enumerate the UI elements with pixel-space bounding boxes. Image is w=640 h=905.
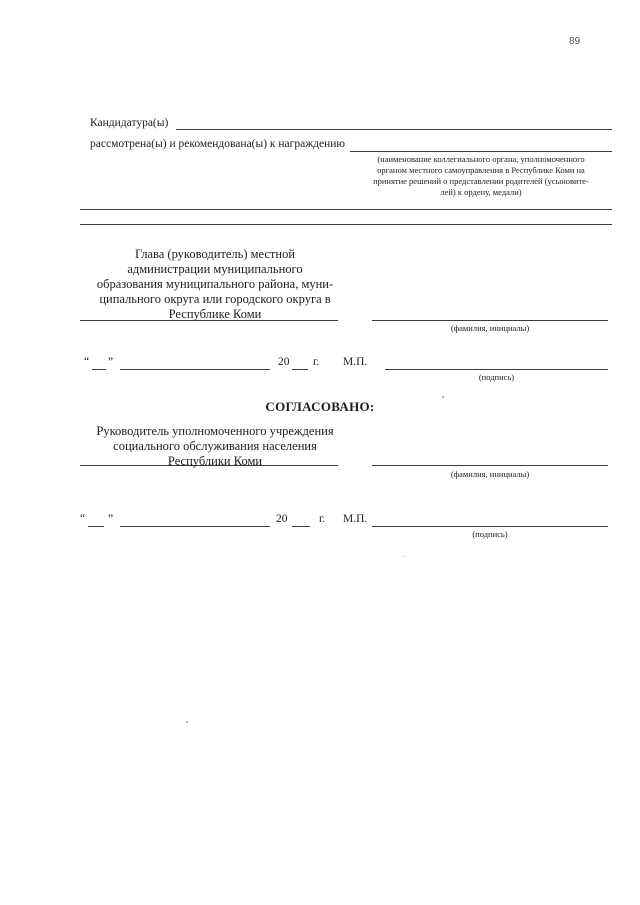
head-name-line (372, 320, 608, 321)
agency-name-caption: (фамилия, инициалы) (450, 469, 530, 479)
head-title-line-4: ципального округа или городского округа в (99, 292, 331, 306)
body-caption-line-1: (наименование коллегиального органа, уполномоченного (377, 154, 585, 164)
agency-title-line-3: Республики Коми (167, 454, 263, 468)
approved-title: СОГЛАСОВАНО: (265, 399, 375, 414)
date2-quote-close: ” (108, 513, 114, 525)
date2-signature-line (372, 526, 608, 527)
date1-day-line (92, 369, 106, 370)
candidacy-label: Кандидатура(ы) (90, 117, 169, 129)
date2-year-prefix: 20 (276, 513, 288, 525)
head-title-line-5: Республике Коми (168, 307, 262, 321)
date2-year-line (292, 526, 310, 527)
body-caption (350, 154, 612, 198)
date2-year-suffix: г. (319, 513, 326, 525)
date2-signature-caption: (подпись) (472, 529, 508, 539)
date1-stamp: М.П. (343, 356, 368, 368)
extra-line-2 (80, 224, 612, 225)
date1-year-prefix: 20 (278, 356, 290, 368)
agency-title-line-2: социального обслуживания населения (113, 439, 317, 453)
head-title-block (70, 247, 360, 322)
date1-quote-open: “ (84, 356, 90, 368)
extra-line-1 (80, 209, 612, 210)
body-caption-line-3: принятие решений о представлении родителей (усыновите- (373, 176, 589, 186)
head-title-line-1: Глава (руководитель) местной (134, 247, 296, 261)
date1-signature-line (385, 369, 608, 370)
reviewed-line (350, 151, 612, 152)
agency-title-block (70, 424, 360, 469)
date1-year-suffix: г. (313, 356, 320, 368)
agency-name-line (372, 465, 608, 466)
date2-stamp: М.П. (343, 513, 368, 525)
body-caption-line-4: лей) к ордену, медали) (440, 187, 522, 197)
agency-title-line-1: Руководитель уполномоченного учреждения (96, 424, 334, 438)
reviewed-label: рассмотрена(ы) и рекомендована(ы) к награждению (90, 138, 346, 150)
date1-month-line (120, 369, 270, 370)
head-title-line-3: образования муниципального района, муни- (96, 277, 334, 291)
page-number: 89 (569, 36, 581, 47)
agency-title-underline (80, 465, 338, 466)
head-name-caption: (фамилия, инициалы) (450, 323, 530, 333)
date1-signature-caption: (подпись) (478, 372, 515, 382)
date1-year-line (292, 369, 308, 370)
body-caption-line-2: органом местного самоуправления в Республике Коми на (377, 165, 585, 175)
candidacy-line (176, 129, 612, 130)
scan-speck (404, 556, 405, 557)
date2-day-line (88, 526, 104, 527)
scan-speck (186, 721, 188, 723)
date1-quote-close: ” (108, 356, 114, 368)
head-title-underline (80, 320, 338, 321)
head-title-line-2: администрации муниципального (127, 262, 303, 276)
scan-speck (442, 396, 444, 398)
date2-quote-open: “ (80, 513, 86, 525)
date2-month-line (120, 526, 270, 527)
